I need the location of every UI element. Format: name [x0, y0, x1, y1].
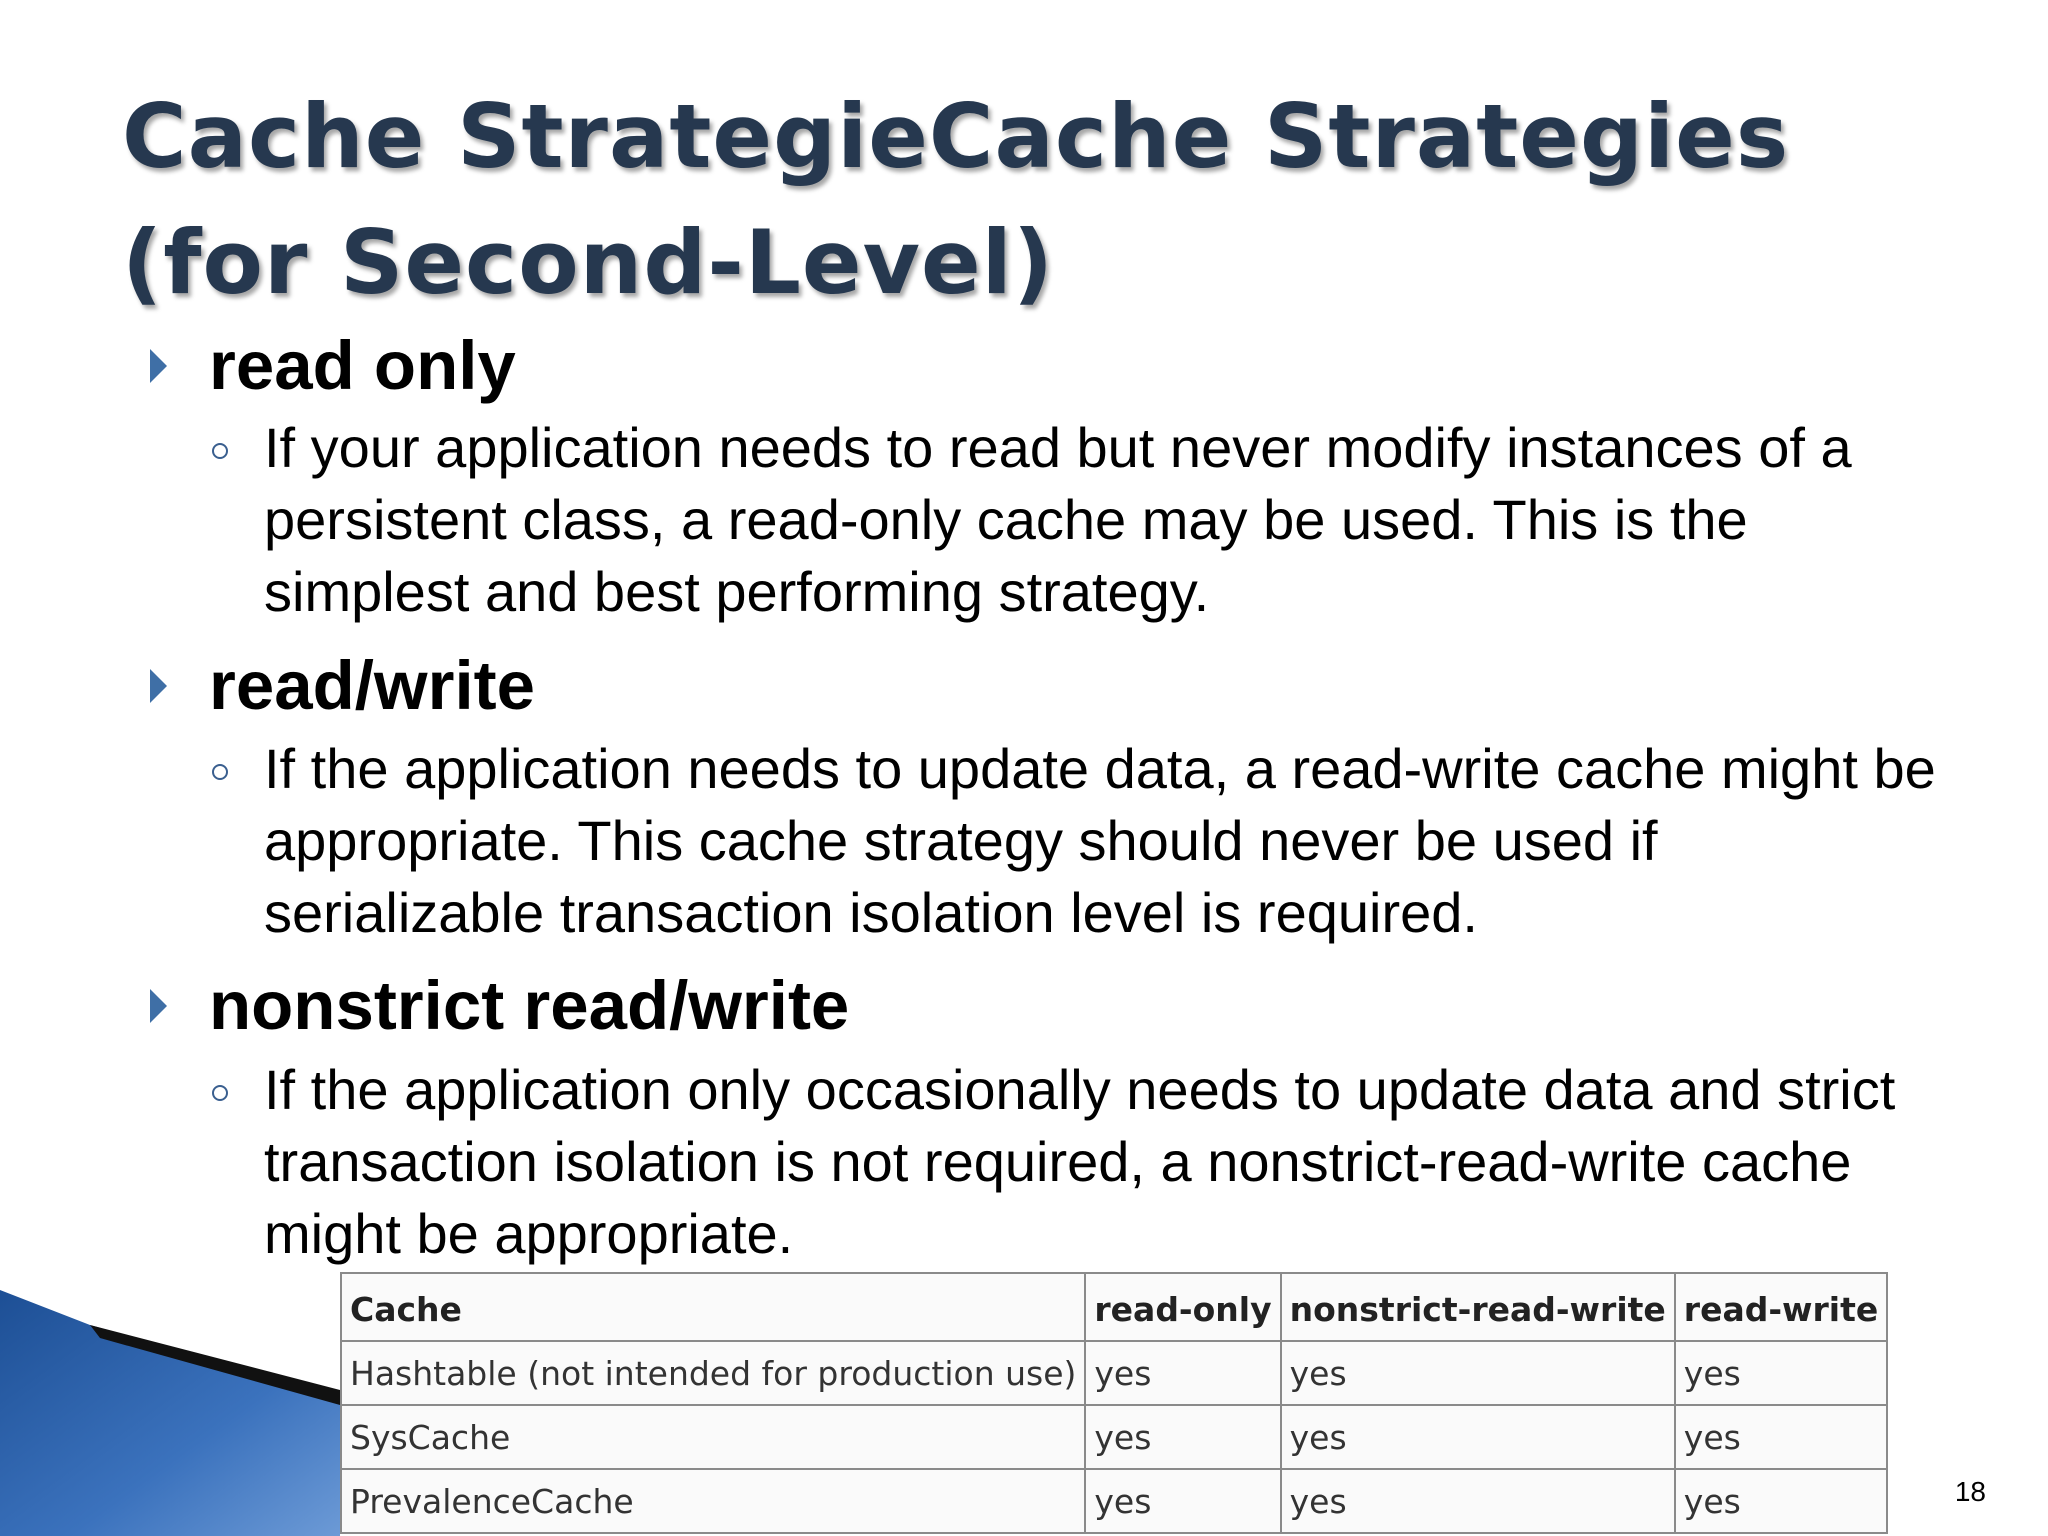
- table-cell: yes: [1085, 1469, 1280, 1533]
- table-row: [341, 1469, 1887, 1533]
- circle-bullet-icon: [212, 764, 228, 780]
- triangle-bullet-icon: [150, 989, 167, 1023]
- table-header-row: [341, 1273, 1887, 1341]
- slide-title-line-2: (for Second-Level): [122, 211, 1055, 314]
- column-header-cache: Cache: [341, 1273, 1085, 1341]
- table-cell: yes: [1281, 1405, 1675, 1469]
- table-cell: yes: [1085, 1341, 1280, 1405]
- column-header-nonstrict-read-write: nonstrict-read-write: [1281, 1273, 1675, 1341]
- bullet-nonstrict-read-write-detail: [212, 1054, 1952, 1270]
- column-header-read-write: read-write: [1675, 1273, 1887, 1341]
- table-cell: yes: [1675, 1469, 1887, 1533]
- table-cell: SysCache: [341, 1405, 1085, 1469]
- bullet-detail-text: If the application only occasionally needs to update data and strict transaction isolation is not required, a nonstrict-read-write cache might be appropriate.: [264, 1058, 1896, 1265]
- bullet-read-write-detail: [212, 733, 1952, 949]
- table-cell: yes: [1281, 1469, 1675, 1533]
- bullet-detail-text: If your application needs to read but never modify instances of a persistent class, a read-only cache may be used. This is the simplest and best performing strategy.: [264, 416, 1852, 623]
- bullet-read-only-detail: [212, 412, 1952, 628]
- bullet-read-write: [150, 646, 535, 725]
- bullet-detail-text: If the application needs to update data, a read-write cache might be appropriate. This cache strategy should never be used if serializable transaction isolation level is required.: [264, 737, 1936, 944]
- table-cell: PrevalenceCache: [341, 1469, 1085, 1533]
- decorative-swoosh: [0, 1250, 360, 1536]
- triangle-bullet-icon: [150, 669, 167, 703]
- bullet-nonstrict-read-write: [150, 966, 849, 1045]
- triangle-bullet-icon: [150, 349, 167, 383]
- slide-title: [122, 74, 2002, 326]
- table-cell: Hashtable (not intended for production use): [341, 1341, 1085, 1405]
- bullet-heading: read/write: [209, 647, 535, 724]
- table-cell: yes: [1675, 1405, 1887, 1469]
- table-row: [341, 1341, 1887, 1405]
- bullet-read-only: [150, 326, 516, 405]
- circle-bullet-icon: [212, 1085, 228, 1101]
- column-header-read-only: read-only: [1085, 1273, 1280, 1341]
- table-cell: yes: [1675, 1341, 1887, 1405]
- circle-bullet-icon: [212, 443, 228, 459]
- table-cell: yes: [1085, 1405, 1280, 1469]
- bullet-heading: nonstrict read/write: [209, 967, 850, 1044]
- page-number: 18: [1954, 1476, 1986, 1507]
- table-row: [341, 1405, 1887, 1469]
- cache-strategy-table: [340, 1272, 1888, 1534]
- slide-title-line-1: Cache StrategieCache Strategies: [122, 85, 1790, 188]
- bullet-heading: read only: [209, 327, 516, 404]
- table-cell: yes: [1281, 1341, 1675, 1405]
